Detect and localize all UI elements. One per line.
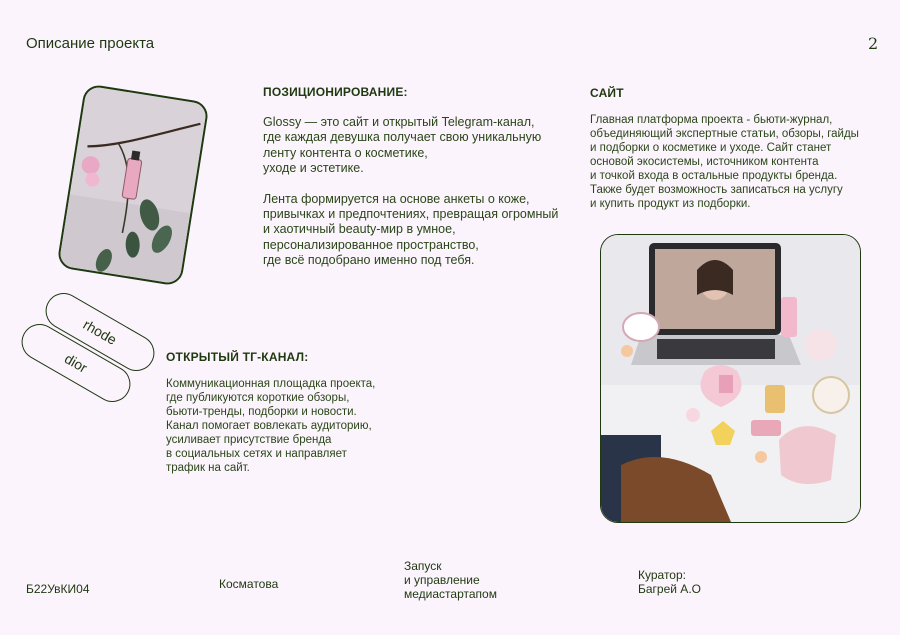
positioning-text [263, 115, 593, 284]
perfume-photo [56, 83, 210, 286]
desk-laptop-photo [600, 234, 861, 523]
site-heading: САЙТ [590, 86, 624, 100]
positioning-paragraph-1: Glossy — это сайт и открытый Telegram-канал, где каждая девушка получает свою уникальную ленту контента о косметике, уходе и эстетике. [263, 115, 542, 176]
footer-author: Косматова [219, 577, 279, 591]
positioning-paragraph-2: Лента формируется на основе анкеты о коже, привычках и предпочтениях, превращая огромный и хаотичный beauty-мир в умное, персонализированное пространство, где всё подобрано именно под тебя. [263, 191, 559, 268]
tag-rhode: rhode [39, 286, 161, 377]
tg-channel-heading: ОТКРЫТЫЙ ТГ-КАНАЛ: [166, 350, 309, 364]
tag-dior: dior [15, 317, 137, 408]
positioning-heading: ПОЗИЦИОНИРОВАНИЕ: [263, 85, 408, 99]
page-number: 2 [868, 34, 879, 53]
site-text: Главная платформа проекта - бьюти-журнал, объединяющий экспертные статьи, обзоры, гайды и подборки о косметике и уходе. Сайт станет основой экосистемы, источником контента и точкой входа в остальные продукты бренда. Также будет возможность записаться на услугу и купить продукт из подборки. [590, 114, 859, 210]
footer-group-code: Б22УвКИ04 [26, 582, 90, 596]
page-title: Описание проекта [26, 35, 155, 52]
footer-course: Запуск и управление медиастартапом [404, 559, 497, 601]
footer-curator: Куратор: Багрей А.О [638, 568, 701, 596]
tg-channel-text: Коммуникационная площадка проекта, где публикуются короткие обзоры, бьюти-тренды, подборки и новости. Канал помогает вовлекать аудиторию, усиливает присутствие бренда в социальных сетях и направляет трафик на сайт. [166, 378, 376, 474]
